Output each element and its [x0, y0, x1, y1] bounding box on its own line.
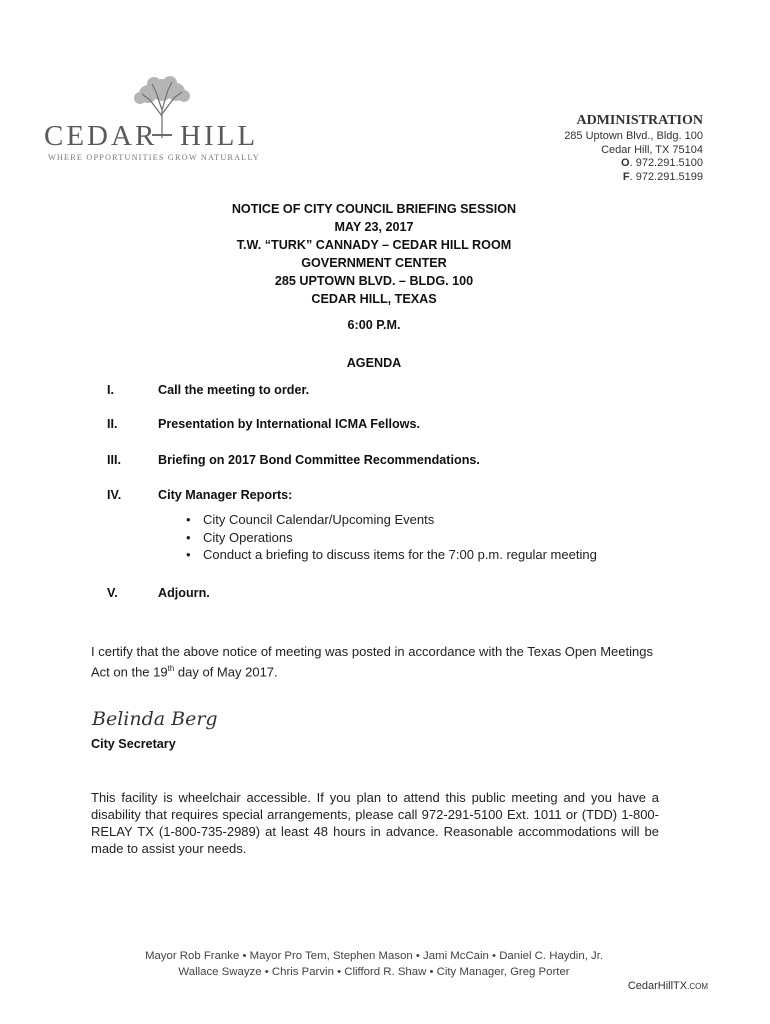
agenda-item-5: Adjourn.: [158, 586, 210, 600]
list-item: • City Council Calendar/Upcoming Events: [186, 511, 597, 529]
agenda-number-4: IV.: [107, 488, 122, 502]
agenda-item-1: Call the meeting to order.: [158, 383, 310, 397]
website-link[interactable]: [628, 980, 708, 992]
department-title: ADMINISTRATION: [576, 113, 703, 128]
notice-address: 285 UPTOWN BLVD. – BLDG. 100: [274, 274, 474, 288]
agenda-number-2: II.: [107, 417, 118, 431]
address-line-1: 285 Uptown Blvd., Bldg. 100: [564, 130, 703, 142]
fax-label: F: [622, 170, 630, 183]
address-block: [564, 112, 703, 184]
logo-word-cedar: CEDAR: [44, 120, 158, 152]
agenda-heading: AGENDA: [346, 356, 402, 370]
agenda-number-5: V.: [107, 586, 118, 600]
notice-city: CEDAR HILL, TEXAS: [311, 292, 437, 306]
logo-tagline: WHERE OPPORTUNITIES GROW NATURALLY: [48, 153, 260, 162]
address-line-2: Cedar Hill, TX 75104: [601, 143, 703, 156]
meeting-time: 6:00 P.M.: [347, 318, 401, 332]
signature-title: City Secretary: [91, 737, 176, 751]
certification-ordinal: th: [167, 664, 175, 673]
signature: Belinda Berg: [92, 708, 218, 730]
agenda-number-1: I.: [107, 383, 114, 397]
agenda-item-2: Presentation by International ICMA Fellows.: [158, 417, 420, 431]
footer-line-2: Wallace Swayze • Chris Parvin • Clifford R. Shaw • City Manager, Greg Porter: [178, 966, 570, 978]
notice-room: T.W. “TURK” CANNADY – CEDAR HILL ROOM: [236, 238, 512, 252]
phone-line: [564, 157, 703, 171]
agenda-item-4: City Manager Reports:: [158, 488, 293, 502]
website-suffix: .COM: [687, 982, 708, 991]
agenda-item-3: Briefing on 2017 Bond Committee Recommendations.: [158, 453, 480, 467]
fax-line: [564, 171, 703, 185]
notice-header: [0, 200, 748, 308]
website-name: CedarHillTX: [627, 980, 688, 992]
accessibility-notice: This facility is wheelchair accessible. If you plan to attend this public meeting and you have a disability that requires special arrangements, please call 972-291-5100 Ext. 1011 or (TDD) 1-800-RELAY TX (1-800-735-2989) at least 48 hours in advance. Reasonable accommodations will be made to assist your needs.: [91, 790, 659, 856]
certification-statement: [91, 643, 661, 680]
city-manager-reports-list: [186, 511, 597, 564]
phone-label: O: [621, 157, 630, 169]
logo-word-hill: HILL: [180, 120, 259, 152]
agenda-number-3: III.: [107, 453, 121, 467]
list-item: • City Operations: [186, 529, 597, 547]
city-logo: [44, 76, 274, 166]
fax-number: . 972.291.5199: [629, 170, 703, 183]
notice-date: MAY 23, 2017: [334, 220, 414, 234]
footer-line-1: Mayor Rob Franke • Mayor Pro Tem, Stephen Mason • Jami McCain • Daniel C. Haydin, Jr.: [144, 950, 604, 962]
phone-number: . 972.291.5100: [629, 157, 703, 169]
certification-text-end: day of May 2017.: [174, 664, 278, 680]
certification-text: I certify that the above notice of meeting was posted in accordance with the Texas Open Meetings Act on the 19: [91, 644, 653, 680]
notice-building: GOVERNMENT CENTER: [301, 256, 447, 270]
notice-title: NOTICE OF CITY COUNCIL BRIEFING SESSION: [231, 202, 517, 216]
list-item: • Conduct a briefing to discuss items for the 7:00 p.m. regular meeting: [186, 546, 597, 564]
council-members-footer: [0, 948, 748, 980]
